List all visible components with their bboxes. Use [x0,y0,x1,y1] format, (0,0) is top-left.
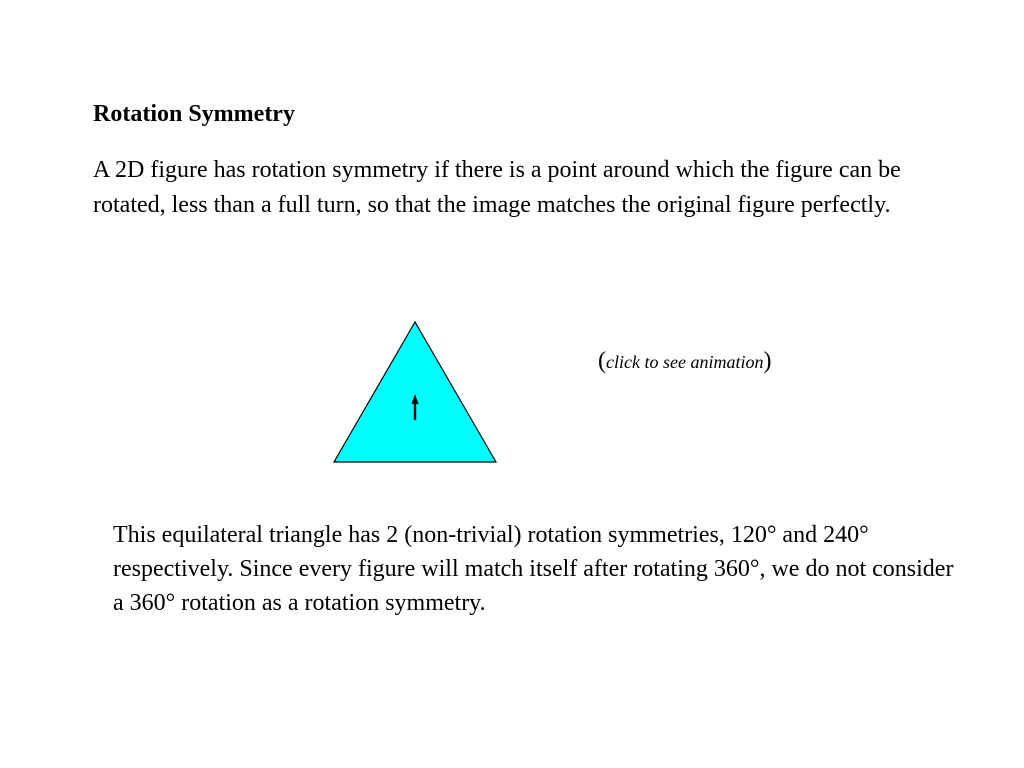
animation-hint-link[interactable] [598,346,771,377]
hint-close-paren: ) [763,348,772,374]
slide-title: Rotation Symmetry [93,101,295,127]
explanation-paragraph: This equilateral triangle has 2 (non-trivial) rotation symmetries, 120° and 240° respectively. Since every figure will match itself after rotating 360°, we do not consider a 360° rotation as a rotation symmetry. [113,522,954,616]
hint-text: click to see animation [606,352,764,372]
hint-open-paren: ( [598,348,606,374]
intro-paragraph: A 2D figure has rotation symmetry if there is a point around which the figure can be rotated, less than a full turn, so that the image matches the original figure perfectly. [93,157,901,218]
equilateral-triangle [334,322,496,462]
triangle-figure[interactable] [330,318,500,466]
